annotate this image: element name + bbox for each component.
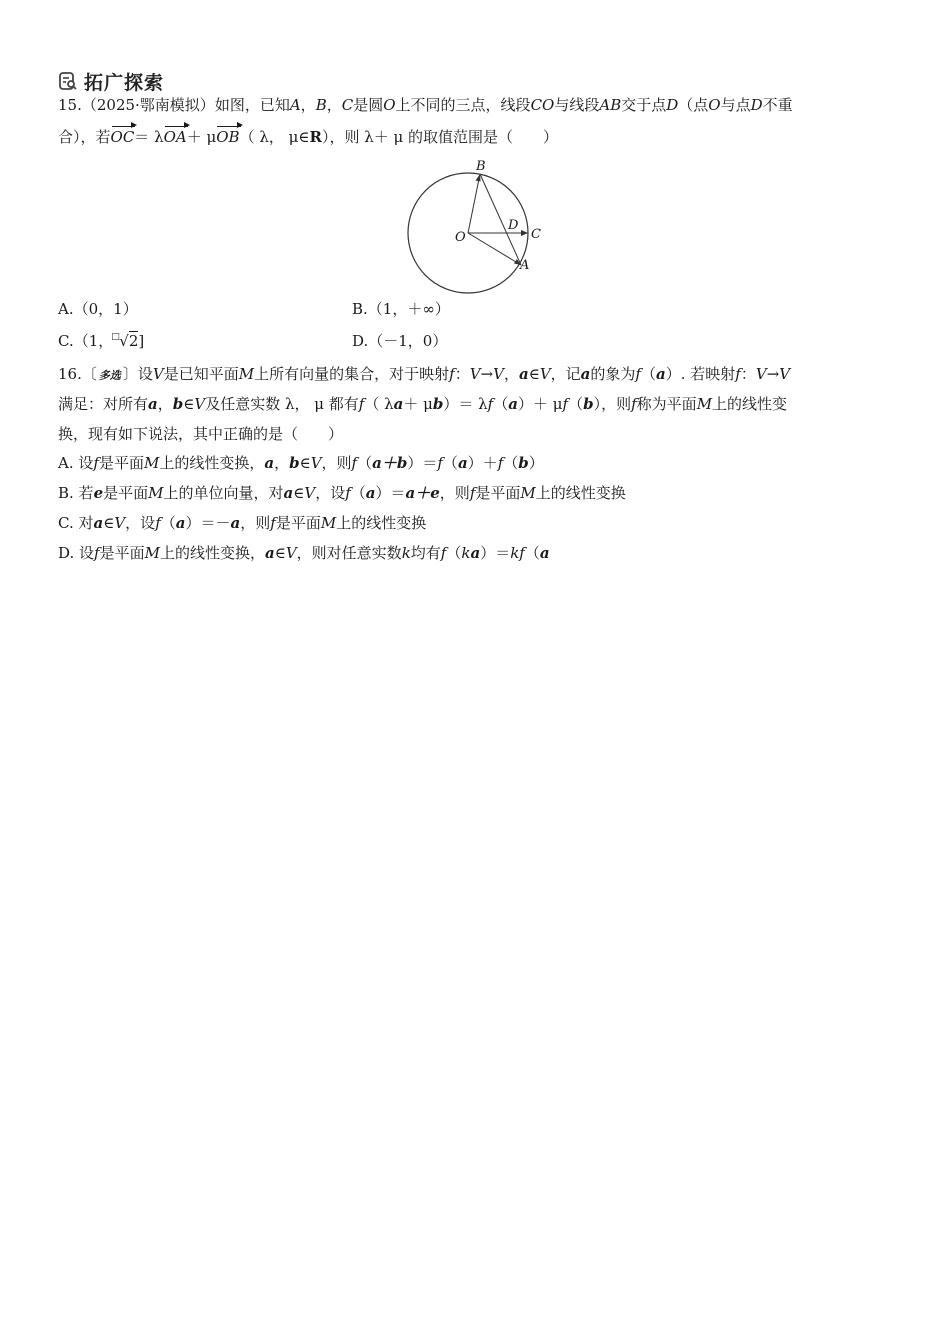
q16-text: （ — [493, 395, 509, 413]
q15-line-2 — [58, 127, 558, 147]
opt-text: （ — [524, 544, 540, 562]
opt-var: V — [310, 454, 322, 472]
option-c-prefix: C.（1， — [58, 332, 114, 350]
segment-ob — [468, 174, 480, 233]
opt-var: M — [143, 454, 160, 472]
opt-var: f — [440, 544, 447, 562]
q16-var: V — [194, 395, 206, 413]
q15-text: ， — [300, 96, 316, 114]
q15-text: 上不同的三点，线段 — [395, 96, 531, 114]
real-numbers-symbol: R — [309, 128, 322, 146]
q16-var: f — [735, 365, 741, 383]
q15-var: O — [383, 96, 396, 114]
q16-text: ∈ — [183, 395, 195, 413]
opt-var: a — [470, 544, 481, 562]
section-heading — [58, 68, 164, 94]
label-a: A — [520, 258, 530, 273]
opt-var: V — [285, 544, 297, 562]
q16-text: （ λ — [364, 395, 394, 413]
opt-var: f — [155, 514, 161, 532]
q15-var: CO — [530, 96, 555, 114]
q15-var: A — [289, 96, 301, 114]
q15-var: O — [708, 96, 721, 114]
opt-var: kf — [510, 544, 525, 562]
q16-var: M — [696, 395, 713, 413]
q16-var: b — [172, 395, 184, 413]
q15-source: （2025·鄂南模拟） — [81, 96, 215, 114]
q16-var: f — [631, 395, 637, 413]
opt-text: （ — [503, 454, 519, 472]
opt-var: a＋e — [405, 484, 440, 502]
q16-var: a — [580, 365, 591, 383]
opt-text: 上的线性变换， — [159, 454, 265, 472]
opt-var: M — [148, 484, 164, 502]
q15-text: 与线段 — [554, 96, 600, 114]
q15-text: ， — [326, 96, 342, 114]
opt-text: ，则 — [439, 484, 470, 502]
q16-text: ， — [503, 365, 519, 383]
q16-text: 满足：对所有 — [58, 395, 149, 413]
q16-text: 的象为 — [590, 365, 636, 383]
opt-var: a — [365, 484, 376, 502]
opt-text: ∈ — [299, 454, 311, 472]
opt-var: a＋b — [372, 454, 408, 472]
label-d: D — [508, 218, 519, 233]
arrow-c — [521, 230, 528, 236]
opt-text: 是平面 — [475, 484, 521, 502]
opt-var: f — [93, 454, 99, 472]
q16-var: f — [449, 365, 455, 383]
q16-var: a — [148, 395, 158, 413]
q16-text: ，记 — [550, 365, 581, 383]
opt-text: 上的单位向量，对 — [163, 484, 284, 502]
q16-var: b — [583, 395, 594, 413]
opt-text: ， — [274, 454, 290, 472]
q16-var: V — [152, 365, 164, 383]
q15-var: B — [315, 96, 327, 114]
q15-option-c — [58, 331, 144, 351]
q16-var: V→V — [469, 365, 504, 383]
q16-option-b — [58, 483, 626, 503]
q15-var: D — [750, 96, 763, 114]
q16-text: ： — [454, 365, 470, 383]
q15-text: ＝ λ — [134, 128, 164, 146]
opt-text: 均有 — [410, 544, 441, 562]
opt-text: ，则对任意实数 — [296, 544, 402, 562]
opt-var: a — [230, 514, 241, 532]
opt-var: k — [461, 544, 471, 562]
q16-line-2 — [58, 394, 787, 414]
q15-text: （点 — [678, 96, 709, 114]
vector-oc: OC — [110, 128, 135, 146]
opt-text: （ — [442, 454, 458, 472]
q16-option-a — [58, 453, 544, 473]
opt-text: ）＝－ — [185, 514, 231, 532]
q16-text: ： — [740, 365, 756, 383]
opt-text: 是平面 — [103, 484, 149, 502]
q16-text: ， — [157, 395, 173, 413]
opt-text: 上的线性变换， — [159, 544, 265, 562]
q16-text: （ — [568, 395, 584, 413]
opt-var: b — [518, 454, 529, 472]
opt-text: B. 若 — [58, 484, 94, 502]
q16-var: f — [635, 365, 641, 383]
q16-option-c — [58, 513, 426, 533]
opt-text: 是平面 — [99, 544, 145, 562]
q15-var: D — [666, 96, 679, 114]
q16-text: 是已知平面 — [163, 365, 239, 383]
opt-var: a — [264, 544, 275, 562]
q16-var: V→V — [755, 365, 791, 383]
q16-option-d — [58, 543, 550, 563]
q16-text: ）＝ λ — [443, 395, 488, 413]
opt-var: a — [283, 484, 294, 502]
opt-text: ）＝ — [407, 454, 438, 472]
q16-var: f — [562, 395, 569, 413]
q16-var: f — [358, 395, 365, 413]
opt-var: a — [175, 514, 186, 532]
q16-line-1 — [58, 364, 790, 386]
q15-line-1 — [58, 95, 793, 115]
opt-text: C. 对 — [58, 514, 94, 532]
q15-text: 与点 — [720, 96, 751, 114]
q15-text: ），则 λ＋ μ 的取值范围是（ ） — [321, 128, 559, 146]
q15-text: 是圆 — [353, 96, 384, 114]
q16-var: M — [238, 365, 255, 383]
q16-text: ）＋ μ — [517, 395, 563, 413]
multi-select-tag: 多选 — [98, 369, 121, 382]
label-b: B — [476, 159, 486, 174]
root-index: □ — [111, 332, 120, 342]
q16-text: 设 — [137, 365, 153, 383]
opt-text: ，设 — [125, 514, 156, 532]
opt-var: a — [93, 514, 104, 532]
opt-text: ）＝ — [375, 484, 406, 502]
q15-text: （ λ， μ∈ — [239, 128, 310, 146]
q15-option-d: D.（－1，0） — [352, 332, 448, 350]
q16-text: ∈ — [528, 365, 540, 383]
q16-text: ），则 — [593, 395, 632, 413]
opt-var: f — [497, 454, 504, 472]
vector-ob: OB — [216, 128, 240, 146]
radicand: 2 — [128, 332, 139, 350]
q16-var: a — [656, 365, 666, 383]
opt-var: M — [320, 514, 337, 532]
vector-oa: OA — [163, 128, 187, 146]
opt-var: a — [264, 454, 275, 472]
opt-text: A. 设 — [58, 454, 94, 472]
q15-number: 15. — [58, 96, 82, 114]
q15-text: 不重 — [762, 96, 793, 114]
q16-text: 上所有向量的集合，对于映射 — [254, 365, 450, 383]
opt-var: b — [289, 454, 300, 472]
opt-text: ，则 — [321, 454, 352, 472]
q16-text: 〕 — [122, 365, 138, 383]
section-title: 拓广探索 — [84, 71, 165, 94]
q16-var: a — [518, 365, 529, 383]
opt-var: a — [539, 544, 550, 562]
opt-var: f — [469, 484, 476, 502]
opt-var: f — [270, 514, 276, 532]
opt-text: ，设 — [315, 484, 346, 502]
opt-text: ，则 — [240, 514, 271, 532]
q16-text: 称为平面 — [636, 395, 697, 413]
q16-text: ）. 若映射 — [665, 365, 736, 383]
opt-text: 是平面 — [98, 454, 144, 472]
opt-var: f — [437, 454, 443, 472]
circle-figure — [400, 156, 550, 301]
segment-oa — [468, 233, 521, 265]
opt-text: 是平面 — [275, 514, 321, 532]
option-c-suffix: ] — [138, 332, 145, 350]
cube-root-sign — [113, 331, 138, 351]
opt-text: （ — [357, 454, 373, 472]
q15-var: C — [341, 96, 354, 114]
opt-text: 上的线性变换 — [535, 484, 626, 502]
q16-var: b — [432, 395, 444, 413]
q16-text: 〔 — [81, 365, 97, 383]
opt-var: V — [304, 484, 316, 502]
q15-var: AB — [599, 96, 622, 114]
opt-var: f — [351, 454, 358, 472]
q15-option-a: A.（0，1） — [58, 300, 138, 318]
q15-text: ＋ μ — [186, 128, 217, 146]
opt-text: （ — [350, 484, 366, 502]
q16-var: f — [487, 395, 494, 413]
q16-var: a — [393, 395, 404, 413]
q15-text: 交于点 — [621, 96, 667, 114]
radical-sign: √ — [119, 332, 129, 350]
q16-text: （ — [640, 365, 656, 383]
opt-text: ∈ — [293, 484, 305, 502]
q16-line-3: 换，现有如下说法，其中正确的是（ ） — [58, 425, 344, 443]
q15-text: 如图，已知 — [214, 96, 290, 114]
opt-text: （ — [446, 544, 462, 562]
opt-var: k — [401, 544, 411, 562]
opt-text: D. 设 — [58, 544, 95, 562]
arrow-b — [476, 174, 481, 182]
label-c: C — [531, 227, 541, 242]
q16-var: a — [508, 395, 518, 413]
opt-text: ∈ — [274, 544, 286, 562]
opt-var: f — [94, 544, 100, 562]
q16-text: ＋ μ — [403, 395, 433, 413]
q15-option-b: B.（1，＋∞） — [352, 300, 450, 318]
q16-var: V — [539, 365, 551, 383]
opt-text: 上的线性变换 — [336, 514, 427, 532]
opt-text: （ — [160, 514, 176, 532]
opt-var: V — [114, 514, 126, 532]
q16-text: 上的线性变 — [712, 395, 788, 413]
q16-text: 及任意实数 λ， μ 都有 — [205, 395, 359, 413]
opt-text: ）＋ — [467, 454, 498, 472]
opt-text: ∈ — [103, 514, 115, 532]
opt-var: M — [520, 484, 536, 502]
opt-var: M — [144, 544, 160, 562]
search-document-icon — [58, 71, 78, 91]
opt-text: ） — [528, 454, 544, 472]
opt-var: e — [93, 484, 104, 502]
opt-text: ）＝ — [480, 544, 511, 562]
opt-var: a — [457, 454, 468, 472]
opt-var: f — [345, 484, 351, 502]
label-o: O — [455, 230, 466, 245]
q16-number: 16. — [58, 365, 82, 383]
q15-text: 合），若 — [58, 128, 111, 146]
